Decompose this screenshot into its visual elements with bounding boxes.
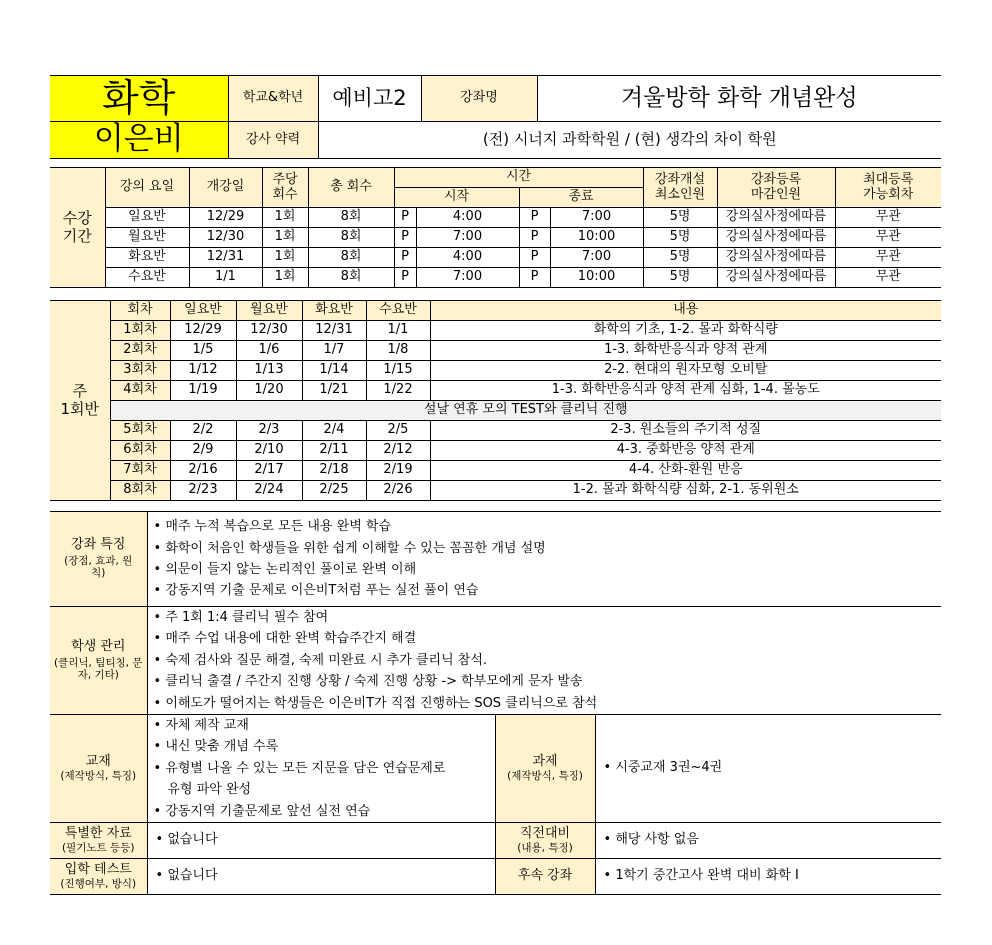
table-row xyxy=(50,421,941,441)
cell: 화학의 기초, 1-2. 몰과 화학식량 xyxy=(430,321,941,341)
cell: 2/17 xyxy=(236,461,302,481)
textbook-label: 교재 xyxy=(85,754,111,770)
col-min xyxy=(643,168,717,208)
cell: 2/9 xyxy=(170,441,236,461)
cell: 2/11 xyxy=(302,441,366,461)
table-row xyxy=(50,361,941,381)
list-item: • 매주 누적 복습으로 모든 내용 완벽 학습 xyxy=(150,516,940,537)
cell: 1/1 xyxy=(366,321,430,341)
features-label: 강좌 특징 xyxy=(71,537,126,553)
cell: 일요반 xyxy=(105,208,189,228)
cell: 1/5 xyxy=(170,341,236,361)
course-name-value: 겨울방학 화학 개념완성 xyxy=(537,76,941,122)
col-min-l2: 최소인원 xyxy=(654,186,706,202)
cell: 2/2 xyxy=(170,421,236,441)
list-item: • 강동지역 기출문제로 앞선 실전 연습 xyxy=(150,801,493,822)
cell: 7:00 xyxy=(550,248,643,268)
cell: 2/25 xyxy=(302,481,366,501)
header-table xyxy=(50,75,941,159)
cell: 5명 xyxy=(643,268,717,288)
cell: 2/12 xyxy=(366,441,430,461)
col-total: 총 회수 xyxy=(308,168,394,208)
list-item: • 유형별 나올 수 있는 모든 지문을 담은 연습문제로 xyxy=(150,758,493,779)
cell: 1/14 xyxy=(302,361,366,381)
list-item: • 의문이 들지 않는 논리적인 풀이로 완벽 이해 xyxy=(150,559,940,580)
cell: 7:00 xyxy=(416,268,519,288)
textbook-label-cell xyxy=(50,715,147,823)
cell: 1/6 xyxy=(236,341,302,361)
cell: 12/30 xyxy=(236,321,302,341)
list-item: • 주 1회 1:4 클리닉 필수 참여 xyxy=(150,607,940,628)
cell: 무관 xyxy=(835,248,941,268)
session-label: 7회차 xyxy=(110,461,170,481)
cell: 1/15 xyxy=(366,361,430,381)
cell: 1-2. 몰과 화학식량 심화, 2-1. 동위원소 xyxy=(430,481,941,501)
exam-prep-value: 해당 사항 없음 xyxy=(615,832,699,848)
mgmt-content xyxy=(147,607,941,715)
table-row xyxy=(50,321,941,341)
cell: 2-3. 원소들의 주기적 성질 xyxy=(430,421,941,441)
exam-prep-label-cell xyxy=(495,823,595,859)
col-time-start: 시작 xyxy=(394,188,519,208)
cell: 강의실사정에따름 xyxy=(717,228,835,248)
entrance-value: 없습니다 xyxy=(167,868,218,884)
cell: 12/30 xyxy=(189,228,262,248)
period-table xyxy=(50,167,941,288)
list-item: • 강동지역 기출 문제로 이은비T처럼 푸는 실전 풀이 연습 xyxy=(150,580,940,601)
textbook-sub: (제작방식, 특징) xyxy=(60,769,137,782)
special-label: 특별한 자료 xyxy=(64,826,132,842)
cell: P xyxy=(519,248,550,268)
school-grade-value: 예비고2 xyxy=(318,76,421,122)
col-weekly xyxy=(262,168,308,208)
exam-prep-label: 직전대비 xyxy=(519,826,571,842)
cell: 8회 xyxy=(308,248,394,268)
schedule-label-l1: 주 xyxy=(72,382,87,401)
list-item: • 이해도가 떨어지는 학생들은 이은비T가 직접 진행하는 SOS 클리닉으로 참석 xyxy=(150,693,940,714)
homework-label: 과제 xyxy=(532,754,558,770)
cell: 1회 xyxy=(262,208,308,228)
cell: 1/19 xyxy=(170,381,236,401)
cell: 2/10 xyxy=(236,441,302,461)
cell: 2/19 xyxy=(366,461,430,481)
cell: 2/18 xyxy=(302,461,366,481)
cell: 8회 xyxy=(308,228,394,248)
cell: 강의실사정에따름 xyxy=(717,268,835,288)
col-time-end: 종료 xyxy=(519,188,643,208)
col-weekly-l1: 주당 xyxy=(272,171,298,187)
col-content: 내용 xyxy=(430,301,941,321)
cell: 강의실사정에따름 xyxy=(717,248,835,268)
col-deadline xyxy=(717,168,835,208)
entrance-sub: (진행여부, 방식) xyxy=(60,878,137,890)
col-session: 회차 xyxy=(110,301,170,321)
cell: 2/26 xyxy=(366,481,430,501)
school-grade-label: 학교&학년 xyxy=(228,76,318,122)
homework-sub: (제작방식, 특징) xyxy=(507,769,583,782)
col-deadline-l1: 강좌등록 xyxy=(750,171,802,187)
special-content: • 없습니다 xyxy=(147,823,495,859)
subject-title: 화학 xyxy=(50,76,228,122)
cell: 12/31 xyxy=(302,321,366,341)
cell: 10:00 xyxy=(550,228,643,248)
session-label: 1회차 xyxy=(110,321,170,341)
cell: 1/22 xyxy=(366,381,430,401)
cell: 4-4. 산화-환원 반응 xyxy=(430,461,941,481)
cell: 5명 xyxy=(643,228,717,248)
features-sub: (장점, 효과, 원칙) xyxy=(64,555,133,580)
col-sun: 일요반 xyxy=(170,301,236,321)
cell: 7:00 xyxy=(416,228,519,248)
table-row xyxy=(50,268,941,288)
entrance-label-cell xyxy=(50,859,147,895)
cell: 2/16 xyxy=(170,461,236,481)
cell: 2/4 xyxy=(302,421,366,441)
session-label: 6회차 xyxy=(110,441,170,461)
special-value: 없습니다 xyxy=(167,832,218,848)
list-item: • 자체 제작 교재 xyxy=(150,715,493,736)
cell: 무관 xyxy=(835,228,941,248)
cell: 7:00 xyxy=(550,208,643,228)
cell: 2/23 xyxy=(170,481,236,501)
table-row xyxy=(50,228,941,248)
features-label-cell xyxy=(50,512,147,607)
special-sub: (필기노트 등등) xyxy=(62,842,135,854)
followup-label: 후속 강좌 xyxy=(495,859,595,895)
col-min-l1: 강좌개설 xyxy=(654,171,706,187)
cell: 1/7 xyxy=(302,341,366,361)
cell: 1회 xyxy=(262,268,308,288)
cell: 무관 xyxy=(835,268,941,288)
cell: P xyxy=(519,228,550,248)
cell: 1회 xyxy=(262,228,308,248)
cell: 1/8 xyxy=(366,341,430,361)
homework-label-cell xyxy=(495,715,595,823)
cell: 2-2. 현대의 원자모형 오비탈 xyxy=(430,361,941,381)
special-label-cell xyxy=(50,823,147,859)
cell: P xyxy=(519,208,550,228)
course-name-label: 강좌명 xyxy=(421,76,537,122)
cell: 8회 xyxy=(308,268,394,288)
mgmt-sub: (클리닉, 팀티칭, 문자, 기타) xyxy=(54,656,143,681)
cell: 8회 xyxy=(308,208,394,228)
exam-prep-content: • 해당 사항 없음 xyxy=(595,823,941,859)
cell: 12/31 xyxy=(189,248,262,268)
session-label: 4회차 xyxy=(110,381,170,401)
cell: 4:00 xyxy=(416,208,519,228)
mgmt-label-cell xyxy=(50,607,147,715)
cell: 화요반 xyxy=(105,248,189,268)
col-mon: 월요반 xyxy=(236,301,302,321)
cell: P xyxy=(394,248,416,268)
list-item: • 클리닉 출결 / 주간지 진행 상황 / 숙제 진행 상황 -> 학부모에게 문자 발송 xyxy=(150,671,940,692)
textbook-content xyxy=(147,715,495,823)
col-tue: 화요반 xyxy=(302,301,366,321)
cell: P xyxy=(394,228,416,248)
period-section-label: 수강 기간 xyxy=(50,168,105,288)
cell: P xyxy=(519,268,550,288)
list-item: 유형 파악 완성 xyxy=(167,782,252,798)
cell: 1/20 xyxy=(236,381,302,401)
exam-prep-sub: (내용, 특징) xyxy=(517,842,573,854)
followup-value: 1학기 중간고사 완벽 대비 화학 I xyxy=(615,868,799,884)
cell: 1회 xyxy=(262,248,308,268)
list-item: • 매주 수업 내용에 대한 완벽 학습주간지 해결 xyxy=(150,628,940,649)
cell: 1/1 xyxy=(189,268,262,288)
teacher-name: 이은비 xyxy=(50,122,228,159)
cell: 강의실사정에따름 xyxy=(717,208,835,228)
career-label: 강사 약력 xyxy=(228,122,318,159)
table-row xyxy=(50,341,941,361)
table-row xyxy=(50,481,941,501)
col-max-l2: 가능회차 xyxy=(863,186,914,202)
cell: 4-3. 중화반응 양적 관계 xyxy=(430,441,941,461)
cell: 1/21 xyxy=(302,381,366,401)
cell: 2/3 xyxy=(236,421,302,441)
break-row: 설날 연휴 모의 TEST와 클리닉 진행 xyxy=(110,401,941,421)
session-label: 8회차 xyxy=(110,481,170,501)
col-day: 강의 요일 xyxy=(105,168,189,208)
cell: 1-3. 화학반응식과 양적 관계 심화, 1-4. 몰농도 xyxy=(430,381,941,401)
cell: 2/5 xyxy=(366,421,430,441)
cell: 12/29 xyxy=(189,208,262,228)
career-value: (전) 시너지 과학학원 / (현) 생각의 차이 학원 xyxy=(318,122,941,159)
col-start-date: 개강일 xyxy=(189,168,262,208)
cell: 수요반 xyxy=(105,268,189,288)
table-row xyxy=(50,441,941,461)
cell: 10:00 xyxy=(550,268,643,288)
session-label: 2회차 xyxy=(110,341,170,361)
cell: 1-3. 화학반응식과 양적 관계 xyxy=(430,341,941,361)
cell: 2/24 xyxy=(236,481,302,501)
mgmt-label: 학생 관리 xyxy=(71,638,126,654)
col-wed: 수요반 xyxy=(366,301,430,321)
table-row xyxy=(50,381,941,401)
cell: 1/13 xyxy=(236,361,302,381)
col-max xyxy=(835,168,941,208)
cell: 월요반 xyxy=(105,228,189,248)
homework-content: • 시중교재 3권~4권 xyxy=(595,715,941,823)
cell: 5명 xyxy=(643,248,717,268)
followup-content: • 1학기 중간고사 완벽 대비 화학 I xyxy=(595,859,941,895)
schedule-table xyxy=(50,300,941,501)
list-item: • 숙제 검사와 질문 해결, 숙제 미완료 시 추가 클리닉 참석. xyxy=(150,650,940,671)
session-label: 3회차 xyxy=(110,361,170,381)
table-row xyxy=(50,248,941,268)
schedule-section-label xyxy=(50,301,110,501)
entrance-content: • 없습니다 xyxy=(147,859,495,895)
homework-value: 시중교재 3권~4권 xyxy=(615,760,723,776)
col-deadline-l2: 마감인원 xyxy=(750,186,802,202)
cell: 5명 xyxy=(643,208,717,228)
list-item: • 화학이 처음인 학생들을 위한 쉽게 이해할 수 있는 꼼꼼한 개념 설명 xyxy=(150,538,940,559)
features-content xyxy=(147,512,941,607)
cell: P xyxy=(394,208,416,228)
cell: 4:00 xyxy=(416,248,519,268)
cell: P xyxy=(394,268,416,288)
table-row xyxy=(50,208,941,228)
schedule-label-l2: 1회반 xyxy=(60,399,100,418)
session-label: 5회차 xyxy=(110,421,170,441)
table-row xyxy=(50,461,941,481)
entrance-label: 입학 테스트 xyxy=(64,862,132,878)
cell: 12/29 xyxy=(170,321,236,341)
col-weekly-l2: 회수 xyxy=(272,186,298,202)
col-time: 시간 xyxy=(394,168,643,188)
details-table xyxy=(50,511,941,895)
col-max-l1: 최대등록 xyxy=(863,171,914,187)
list-item: • 내신 맞춤 개념 수록 xyxy=(150,736,493,757)
cell: 무관 xyxy=(835,208,941,228)
table-row xyxy=(50,401,941,421)
cell: 1/12 xyxy=(170,361,236,381)
